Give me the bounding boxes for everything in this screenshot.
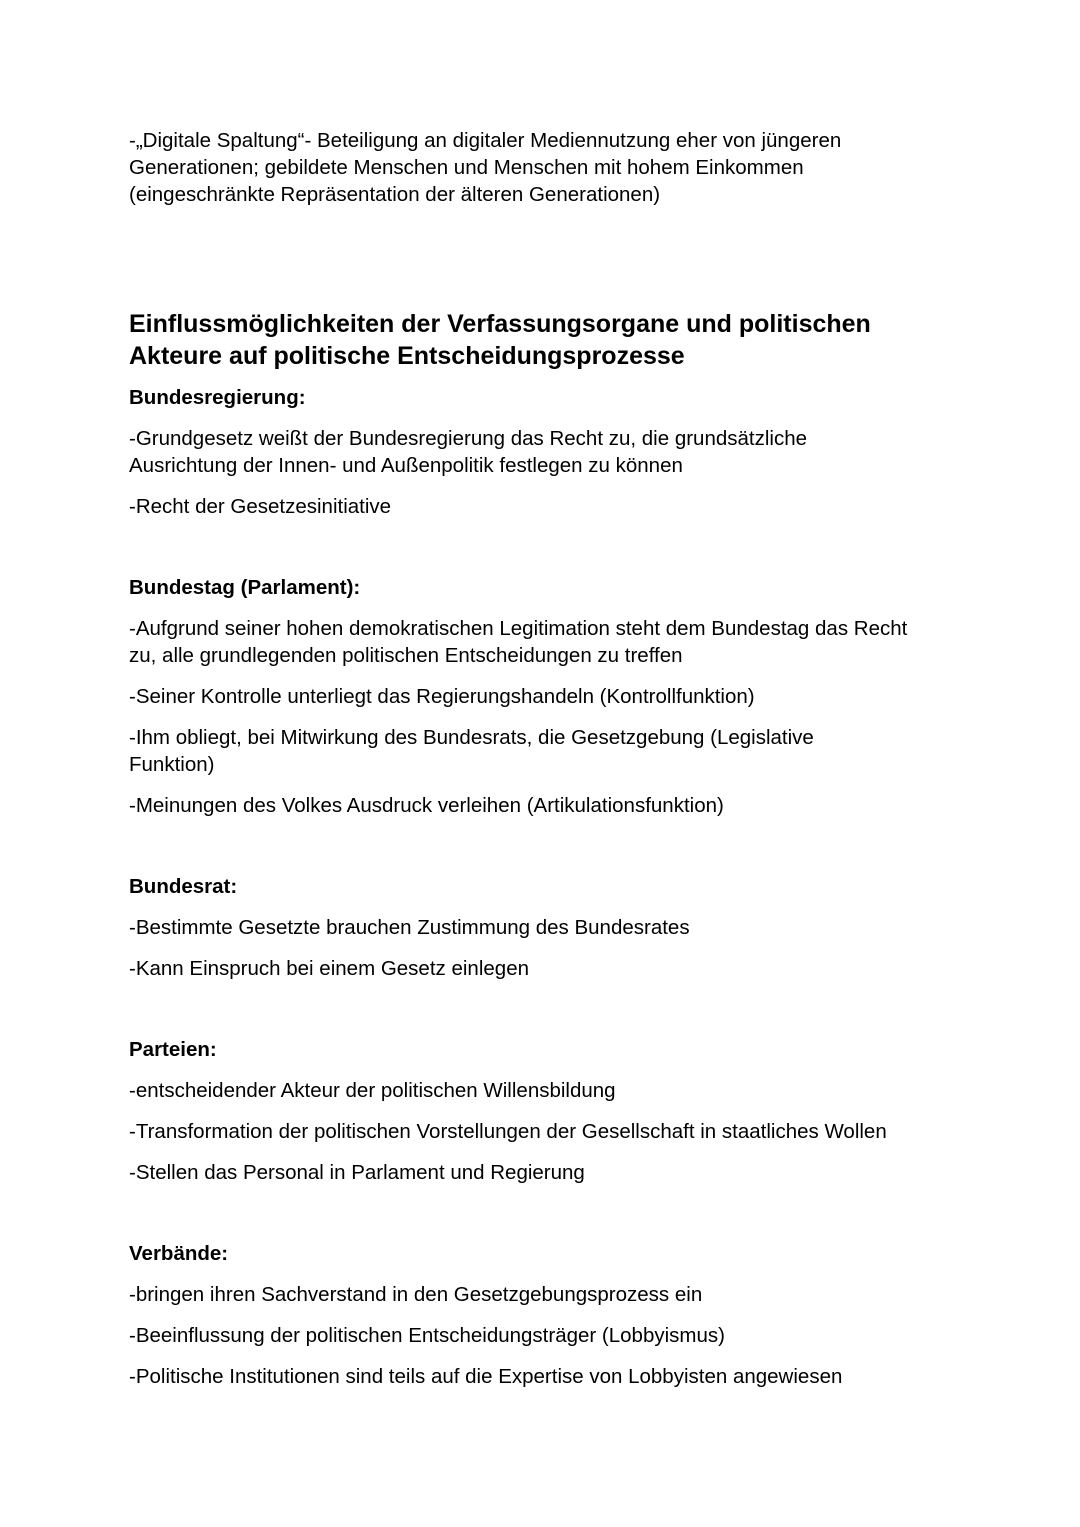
list-item: -Seiner Kontrolle unterliegt das Regierungshandeln (Kontrollfunktion) — [129, 685, 755, 708]
section-parteien — [129, 1036, 959, 1186]
list-item: -Bestimmte Gesetzte brauchen Zustimmung des Bundesrates — [129, 916, 690, 939]
section-title: Bundestag (Parlament): — [129, 576, 361, 599]
section-title: Bundesregierung: — [129, 386, 306, 409]
list-item: -Politische Institutionen sind teils auf die Expertise von Lobbyisten angewiesen — [129, 1365, 843, 1388]
list-item: -Recht der Gesetzesinitiative — [129, 495, 392, 518]
list-item: -Stellen das Personal in Parlament und Regierung — [129, 1161, 585, 1184]
list-item: -Ihm obliegt, bei Mitwirkung des Bundesrats, die Gesetzgebung (Legislative Funktion) — [129, 726, 814, 776]
list-item: -bringen ihren Sachverstand in den Gesetzgebungsprozess ein — [129, 1283, 703, 1306]
list-item: -Beeinflussung der politischen Entscheidungsträger (Lobbyismus) — [129, 1324, 725, 1347]
document-page — [129, 127, 959, 1390]
section-verbaende — [129, 1240, 959, 1390]
section-title: Verbände: — [129, 1242, 229, 1265]
list-item: -Aufgrund seiner hohen demokratischen Legitimation steht dem Bundestag das Recht zu, alle grundlegenden politischen Entscheidungen zu treffen — [129, 617, 908, 667]
list-item: -Grundgesetz weißt der Bundesregierung das Recht zu, die grundsätzliche Ausrichtung der Innen- und Außenpolitik festlegen zu können — [129, 427, 808, 477]
section-title: Bundesrat: — [129, 875, 238, 898]
section-bundesrat — [129, 873, 959, 982]
intro-paragraph: -„Digitale Spaltung“- Beteiligung an digitaler Mediennutzung eher von jüngeren Generationen; gebildete Menschen und Menschen mit hohem Einkommen (eingeschränkte Repräsentation der älteren Generationen) — [129, 129, 842, 206]
main-title: Einflussmöglichkeiten der Verfassungsorgane und politischen Akteure auf politische Entscheidungsprozesse — [129, 310, 871, 370]
list-item: -Meinungen des Volkes Ausdruck verleihen (Artikulationsfunktion) — [129, 794, 724, 817]
list-item: -Transformation der politischen Vorstellungen der Gesellschaft in staatliches Wollen — [129, 1120, 887, 1143]
section-bundesregierung — [129, 384, 959, 520]
section-bundestag — [129, 574, 959, 819]
section-title: Parteien: — [129, 1038, 217, 1061]
list-item: -Kann Einspruch bei einem Gesetz einlegen — [129, 957, 529, 980]
list-item: -entscheidender Akteur der politischen Willensbildung — [129, 1079, 616, 1102]
